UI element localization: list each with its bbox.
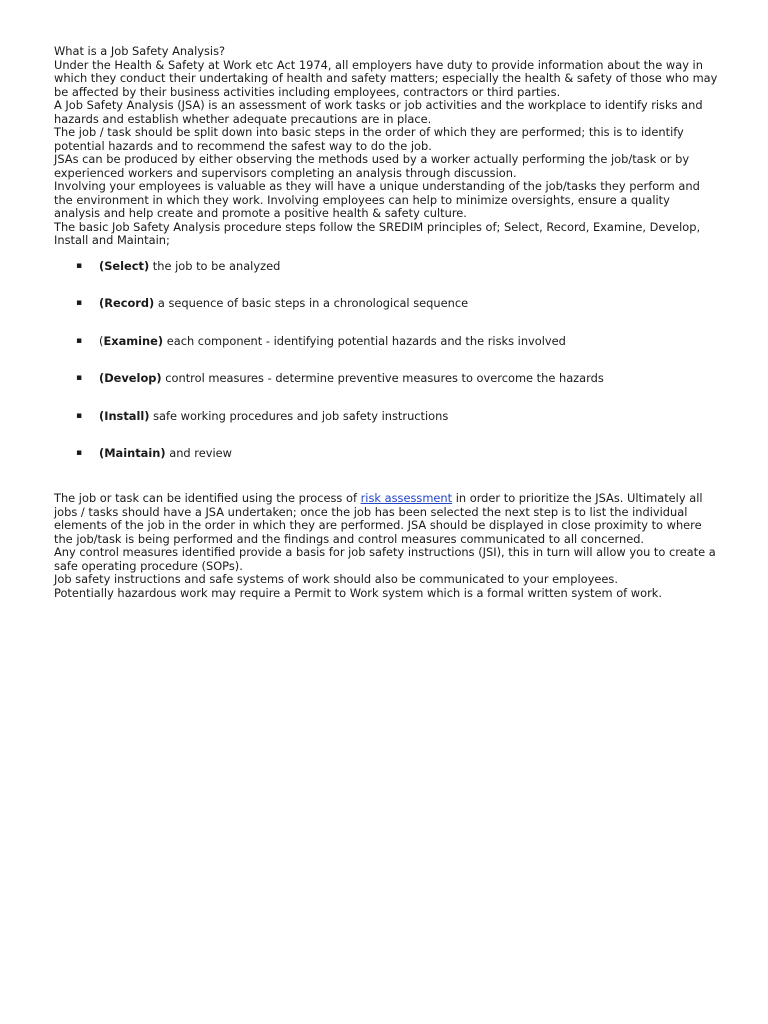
bullet-icon: ▪ bbox=[76, 298, 83, 309]
closing-paragraph: Any control measures identified provide a basis for job safety instructions (JSI), this in turn will allow you to create a safe operating procedure (SOPs). bbox=[54, 545, 716, 573]
sredim-steps-list bbox=[54, 259, 718, 480]
step-text: safe working procedures and job safety instructions bbox=[149, 408, 449, 423]
list-item-examine bbox=[54, 334, 718, 367]
closing-text: in order to prioritize the JSAs. Ultimately all jobs / tasks should have a JSA undertaken; once the job has been selected the next step is to list the individual elements of the job in the order in which they are performed. JSA should be displayed in close proximity to where the job/task is being performed and the findings and control measures communicated to all concerned. bbox=[54, 491, 703, 546]
step-prefix: ( bbox=[99, 333, 104, 348]
step-term: (Develop) bbox=[99, 371, 162, 386]
bullet-icon: ▪ bbox=[76, 260, 83, 271]
list-item-install bbox=[54, 409, 718, 442]
step-text: each component - identifying potential hazards and the risks involved bbox=[163, 333, 566, 348]
step-term: (Install) bbox=[99, 408, 150, 423]
risk-assessment-link[interactable]: risk assessment bbox=[360, 491, 453, 506]
bullet-icon: ▪ bbox=[76, 373, 83, 384]
list-item-develop bbox=[54, 371, 718, 404]
closing-text: The job or task can be identified using the process of bbox=[54, 491, 361, 506]
step-term: (Select) bbox=[99, 258, 150, 273]
intro-paragraph: Under the Health & Safety at Work etc Act 1974, all employers have duty to provide information about the way in which they conduct their undertaking of health and safety matters; especially the health & safety of those who may be affected by their business activities including employees, contractors or third parties. bbox=[54, 57, 718, 99]
step-text: control measures - determine preventive measures to overcome the hazards bbox=[161, 371, 604, 386]
step-text: and review bbox=[165, 446, 232, 461]
bullet-icon: ▪ bbox=[76, 335, 83, 346]
list-item-select bbox=[54, 259, 718, 292]
list-item-record bbox=[54, 296, 718, 329]
closing-paragraph: Job safety instructions and safe systems of work should also be communicated to your employees. bbox=[54, 572, 618, 587]
intro-paragraph: The job / task should be split down into basic steps in the order of which they are performed; this is to identify potential hazards and to recommend the safest way to do the job. bbox=[54, 125, 684, 153]
intro-paragraph: A Job Safety Analysis (JSA) is an assessment of work tasks or job activities and the workplace to identify risks and hazards and establish whether adequate precautions are in place. bbox=[54, 98, 703, 126]
bullet-icon: ▪ bbox=[76, 410, 83, 421]
step-text: a sequence of basic steps in a chronological sequence bbox=[154, 296, 469, 311]
intro-paragraph: Involving your employees is valuable as they will have a unique understanding of the job/tasks they perform and the environment in which they work. Involving employees can help to minimize oversights, ensure a quality analysis and help create and promote a positive health & safety culture. bbox=[54, 179, 700, 220]
step-term: (Record) bbox=[99, 296, 155, 311]
document-title: What is a Job Safety Analysis? bbox=[54, 44, 226, 58]
step-term: Examine) bbox=[103, 333, 164, 348]
bullet-icon: ▪ bbox=[76, 448, 83, 459]
step-term: (Maintain) bbox=[99, 446, 166, 461]
intro-paragraph: JSAs can be produced by either observing the methods used by a worker actually performing the job/task or by experienced workers and supervisors completing an analysis through discussion. bbox=[54, 152, 690, 180]
closing-paragraph bbox=[54, 492, 718, 546]
list-item-maintain bbox=[54, 446, 718, 479]
closing-paragraph: Potentially hazardous work may require a Permit to Work system which is a formal written system of work. bbox=[54, 585, 662, 600]
document-body bbox=[54, 45, 718, 600]
intro-paragraph: The basic Job Safety Analysis procedure steps follow the SREDIM principles of; Select, Record, Examine, Develop, Install and Maintain; bbox=[54, 219, 701, 247]
step-text: the job to be analyzed bbox=[149, 258, 281, 273]
